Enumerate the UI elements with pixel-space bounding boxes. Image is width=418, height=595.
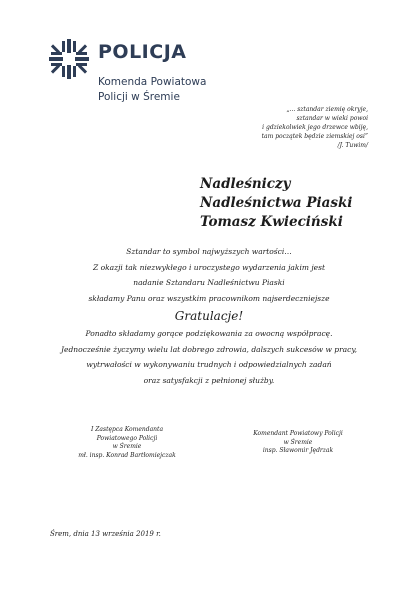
org-subtitle-line2: Policji w Śremie [98, 91, 180, 103]
signature-name: mł. insp. Konrad Bartłomiejczak [78, 451, 176, 459]
signature-line: w Śremie [283, 438, 313, 446]
body-line: składamy Panu oraz wszystkim pracownikom najserdeczniejsze [88, 293, 330, 303]
place-and-date: Śrem, dnia 13 września 2019 r. [50, 530, 161, 538]
signature-line: I Zastępca Komendanta [90, 426, 164, 433]
letter-body [60, 244, 358, 388]
addressee-line: Tomasz Kwieciński [200, 214, 343, 230]
quote-line: sztandar w wieki powoi [296, 115, 368, 122]
signature-line: w Śremie [112, 443, 142, 450]
addressee-line: Nadleśnictwa Piaski [200, 195, 353, 211]
addressee-line: Nadleśniczy [200, 176, 291, 192]
epigraph-quote [262, 105, 368, 150]
org-name: POLICJA [98, 41, 187, 63]
body-line: Ponadto składamy gorące podziękowania za owocną współpracę. [85, 329, 333, 338]
body-line: wytrwałości w wykonywaniu trudnych i odpowiedzialnych zadań [86, 360, 332, 369]
body-line: Z okazji tak niezwykłego i uroczystego wydarzenia jakim jest [93, 262, 325, 272]
signature-left [72, 426, 182, 460]
quote-author: /J. Tuwim/ [337, 142, 368, 149]
quote-line: „... sztandar ziemię okryje, [286, 106, 368, 113]
police-star-icon [48, 38, 90, 80]
quote-line: i gdziekolwiek jego drzewce wbiję, [262, 124, 368, 131]
signature-line: Powiatowego Policji [96, 434, 158, 442]
body-line: oraz satysfakcji z pełnionej służby. [143, 375, 275, 385]
body-line: Jednocześnie życzymy wielu lat dobrego zdrowia, dalszych sukcesów w pracy, [61, 344, 357, 354]
addressee-block [200, 175, 352, 232]
congratulations-heading: Gratulacje! [174, 309, 244, 323]
signature-name: insp. Sławomir Jędrzak [262, 447, 334, 454]
quote-line: tam początek będzie ziemskiej osi” [261, 133, 368, 140]
body-line: Sztandar to symbol najwyższych wartości… [126, 247, 292, 256]
body-line: nadanie Sztandaru Nadleśnictwu Piaski [133, 278, 285, 287]
signature-line: Komendant Powiatowy Policji [253, 430, 343, 437]
signature-right [238, 430, 358, 456]
org-subtitle-line1: Komenda Powiatowa [98, 76, 207, 88]
